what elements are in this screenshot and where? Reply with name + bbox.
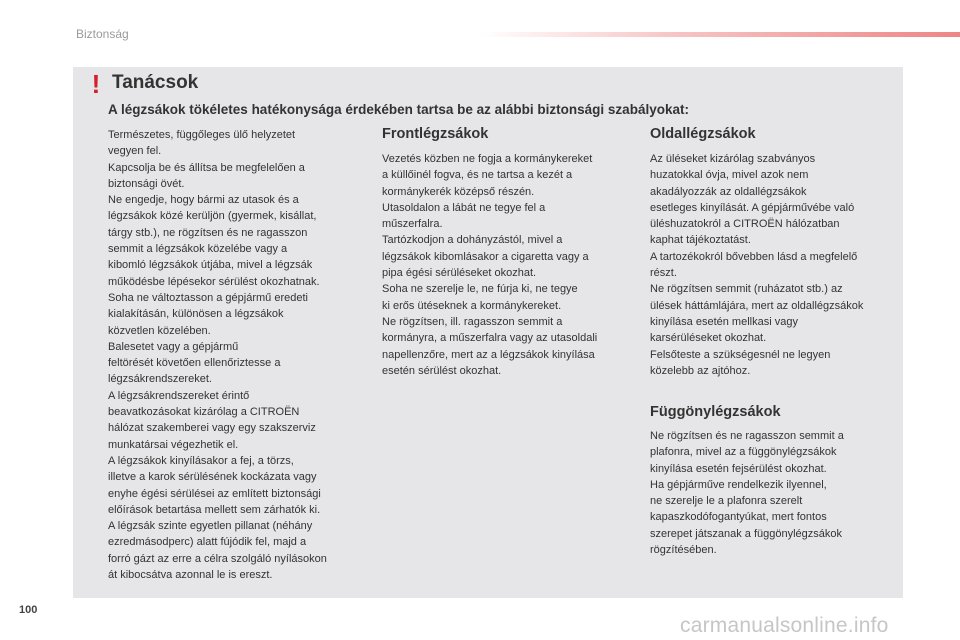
text-line: rögzítésében.	[650, 544, 717, 557]
text-line: ezredmásodperc) alatt fújódik fel, majd a	[108, 536, 307, 549]
front-airbags-heading: Frontlégzsákok	[382, 126, 489, 142]
text-line: semmit a légzsákok közelébe vagy a	[108, 243, 288, 256]
panel-title: Tanácsok	[112, 72, 199, 93]
text-line: előírások betartása mellett sem zárhatók ki.	[108, 503, 321, 516]
text-line: huzatokkal óvja, mivel azok nem	[650, 169, 809, 182]
text-line: kinyílása esetén mellkasi vagy	[650, 315, 798, 328]
text-line: Felsőteste a szükségesnél ne legyen	[650, 348, 831, 361]
text-line: műszerfalra.	[382, 218, 443, 231]
text-line: Utasoldalon a lábát ne tegye fel a	[382, 201, 546, 214]
text-line: enyhe égési sérülései az említett biztonsági	[108, 487, 321, 500]
text-line: Az üléseket kizárólag szabványos	[650, 153, 816, 165]
text-line: Ha gépjárműve rendelkezik ilyennel,	[650, 478, 827, 491]
text-line: ki erős ütéseknek a kormánykereket.	[382, 299, 562, 312]
text-line: hálózat szakemberei vagy egy szakszerviz	[108, 422, 316, 435]
text-line: közelebb az ajtóhoz.	[650, 364, 751, 377]
general-tips-text	[108, 127, 327, 583]
text-line: Ne rögzítsen semmit (ruházatot stb.) az	[650, 283, 843, 296]
text-line: kapaszkodófogantyúkat, mert fontos	[650, 511, 827, 524]
text-line: a küllőinél fogva, és ne tartsa a kezét a	[382, 169, 573, 182]
text-line: üléshuzatokról a CITROËN hálózatban	[650, 218, 840, 231]
text-line: részt.	[650, 267, 677, 280]
text-line: Tartózkodjon a dohányzástól, mivel a	[382, 234, 563, 247]
watermark: carmanualsonline.info	[680, 614, 889, 637]
text-line: kibomló légzsákok útjába, mivel a légzsák	[108, 259, 313, 272]
text-line: szerepet játszanak a függönylégzsákok	[650, 527, 843, 540]
text-line: beavatkozásokat kizárólag a CITROËN	[108, 406, 300, 419]
curtain-airbags-text	[650, 428, 844, 558]
text-line: Kapcsolja be és állítsa be megfelelően a	[108, 161, 305, 174]
text-line: légzsákok kibomlásakor a cigaretta vagy a	[382, 250, 589, 263]
text-line: kinyílása esetén fejsérülést okozhat.	[650, 462, 827, 475]
text-line: munkatársai végezhetik el.	[108, 438, 239, 451]
text-line: légzsákrendszereket.	[108, 373, 212, 386]
text-line: tárgy stb.), ne rögzítsen és ne ragasszon	[108, 226, 308, 239]
text-line: Vezetés közben ne fogja a kormánykereket	[382, 153, 593, 165]
text-line: működésbe lépésekor sérülést okozhatnak.	[108, 275, 320, 288]
text-line: pipa égési sérüléseket okozhat.	[382, 267, 537, 280]
text-line: kialakításán, különösen a légzsákok	[108, 308, 284, 321]
text-line: Ne rögzítsen és ne ragasszon semmit a	[650, 430, 844, 442]
text-line: akadályozzák az oldallégzsákok	[650, 185, 807, 198]
text-line: A tartozékokról bővebben lásd a megfelelő	[650, 250, 858, 263]
text-line: kormányra, a műszerfalra vagy az utasoldali	[382, 332, 598, 345]
side-airbags-heading: Oldallégzsákok	[650, 126, 756, 142]
text-line: karsérüléseket okozhat.	[650, 332, 767, 345]
text-line: napellenzőre, mert az a légzsákok kinyílása	[382, 348, 595, 361]
text-line: ülések háttámlájára, mert az oldallégzsákok	[650, 299, 864, 312]
panel-subtitle: A légzsákok tökéletes hatékonysága érdekében tartsa be az alábbi biztonsági szabályokat:	[108, 102, 689, 117]
text-line: A légzsákrendszereket érintő	[108, 389, 250, 402]
text-line: kaphat tájékoztatást.	[650, 234, 751, 247]
text-line: A légzsák szinte egyetlen pillanat (néhány	[108, 520, 313, 533]
text-line: feltörését követően ellenőriztesse a	[108, 357, 281, 370]
text-line: A légzsákok kinyílásakor a fej, a törzs,	[108, 454, 294, 467]
text-line: esetén sérülést okozhat.	[382, 364, 502, 377]
warning-icon: !	[91, 69, 101, 99]
text-line: vegyen fel.	[108, 145, 162, 158]
text-line: légzsákok közé kerüljön (gyermek, kisállat,	[108, 210, 317, 223]
text-line: Ne rögzítsen, ill. ragasszon semmit a	[382, 315, 563, 328]
text-line: illetve a karok sérülésének kockázata vagy	[108, 471, 317, 484]
text-line: Ne engedje, hogy bármi az utasok és a	[108, 194, 299, 207]
text-line: esetleges kinyílását. A gépjárművébe való	[650, 201, 855, 214]
text-line: plafonra, mivel az a függönylégzsákok	[650, 446, 837, 459]
text-line: Balesetet vagy a gépjármű	[108, 340, 239, 353]
text-line: kormánykerék középső részén.	[382, 185, 535, 198]
text-line: biztonsági övét.	[108, 177, 185, 190]
page-number: 100	[19, 604, 38, 616]
side-airbags-text	[650, 151, 863, 379]
text-line: közvetlen közelében.	[108, 324, 211, 337]
text-line: Soha ne szerelje le, ne fúrja ki, ne tegye	[382, 283, 578, 296]
text-line: át kibocsátva azonnal le is ereszt.	[108, 569, 273, 582]
text-line: forró gázt az erre a célra szolgáló nyílásokon	[108, 552, 327, 565]
section-title: Biztonság	[76, 27, 129, 41]
front-airbags-text	[382, 151, 597, 379]
text-line: ne szerelje le a plafonra szerelt	[650, 495, 803, 508]
curtain-airbags-heading: Függönylégzsákok	[650, 404, 781, 420]
text-line: Soha ne változtasson a gépjármű eredeti	[108, 291, 308, 304]
header-stripe	[480, 32, 960, 37]
text-line: Természetes, függőleges ülő helyzetet	[108, 129, 296, 141]
